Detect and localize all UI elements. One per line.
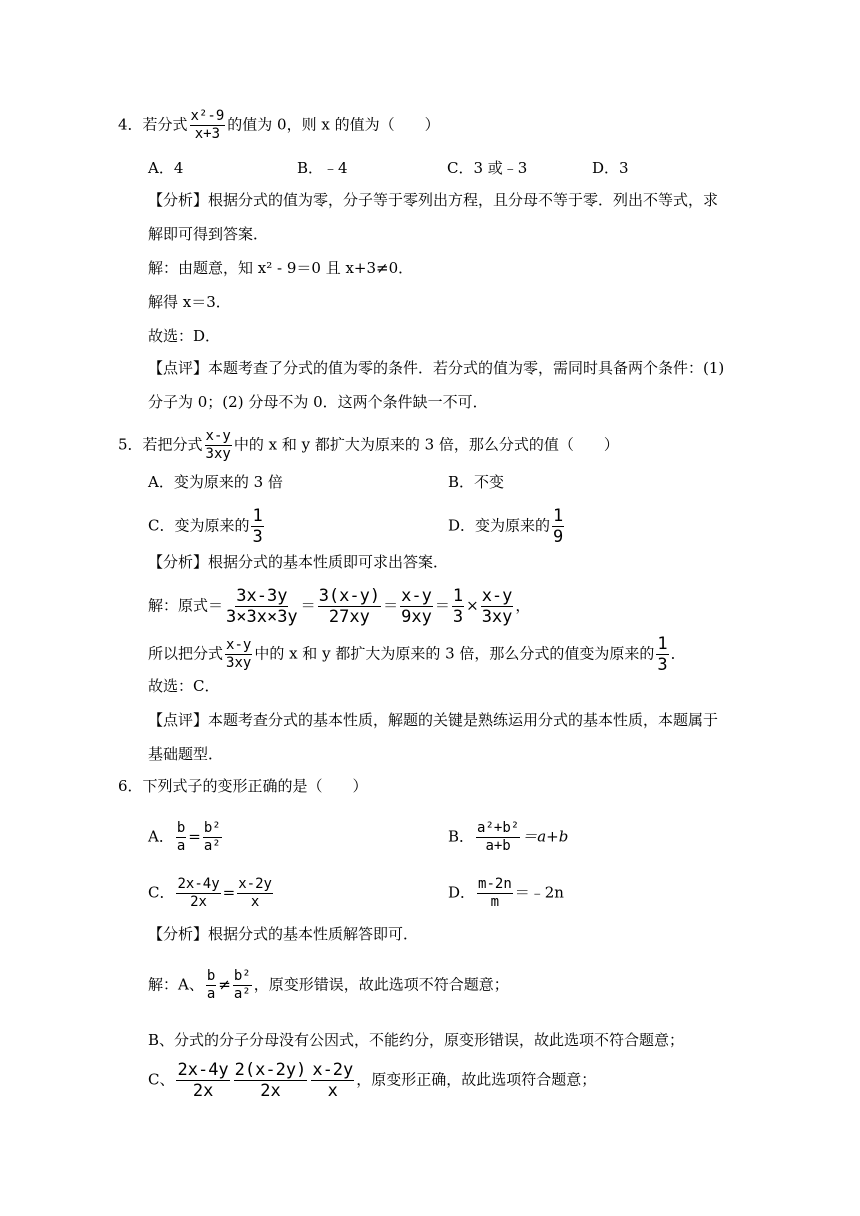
- frac-den: x: [327, 1081, 338, 1101]
- neq: ≠: [218, 975, 231, 994]
- q5-option-d-fraction: [552, 506, 564, 547]
- eq: ＝: [300, 596, 316, 615]
- q4-solution-1: 解：由题意，知 x² - 9＝0 且 x+3≠0．: [148, 259, 414, 277]
- frac-num: 1: [553, 506, 564, 526]
- frac-num: a²+b²: [477, 820, 520, 836]
- frac-num: x-y: [481, 586, 513, 606]
- q5-stem: [118, 428, 619, 463]
- q4-option-a: A．4: [148, 159, 184, 177]
- frac-num: x-2y: [238, 876, 272, 892]
- frac-num: 2x-4y: [177, 876, 220, 892]
- label: A．: [148, 827, 174, 846]
- frac-num: b: [206, 968, 216, 984]
- q5-comment-2: 基础题型．: [148, 745, 224, 763]
- q4-frac-num: x²-9: [190, 108, 225, 124]
- frac-num: b²: [233, 968, 251, 984]
- frac: [176, 876, 220, 911]
- q6-option-b: [448, 820, 568, 855]
- sol-post: ，原变形错误，故此选项不符合题意；: [253, 975, 509, 994]
- label: B．: [448, 827, 475, 846]
- q4-stem-post: 的值为 0，则 x 的值为（ ）: [227, 115, 440, 134]
- frac-den: a: [206, 986, 216, 1002]
- q5-step2: [318, 586, 381, 627]
- q4-analysis-2: 解即可得到答案．: [148, 225, 269, 243]
- q5-option-d-text: D．变为原来的: [448, 516, 551, 535]
- q5-choice: 故选：C．: [148, 677, 220, 695]
- q4-fraction: [190, 108, 226, 143]
- q5-option-c-text: C．变为原来的: [148, 516, 250, 535]
- frac: [176, 1060, 229, 1101]
- q5-solution: [148, 586, 530, 627]
- q4-comment-1: 【点评】本题考查了分式的值为零的条件．若分式的值为零，需同时具备两个条件：(1): [148, 359, 725, 377]
- frac-den: a+b: [485, 838, 511, 854]
- q4-stem: [118, 108, 440, 143]
- frac-den: 9: [553, 527, 564, 547]
- eq: =: [188, 827, 201, 846]
- frac-num: 1: [657, 634, 668, 654]
- frac-num: x-y: [401, 586, 432, 606]
- frac: [476, 820, 520, 855]
- q6-stem: 6．下列式子的变形正确的是（ ）: [118, 777, 368, 795]
- frac: [206, 968, 216, 1003]
- q5-frac-num: x-y: [205, 428, 231, 444]
- comma: ，: [515, 596, 531, 615]
- eq: =: [222, 883, 236, 902]
- q5-step4-frac: [481, 586, 514, 627]
- q5-option-a: A．变为原来的 3 倍: [148, 473, 283, 491]
- result-pre: 所以把分式: [148, 644, 224, 663]
- frac-num: 2(x-2y): [234, 1060, 307, 1080]
- frac-den: 9xy: [401, 607, 432, 627]
- result-mid: 中的 x 和 y 都扩大为原来的 3 倍，那么分式的值变为原来的: [254, 644, 655, 663]
- frac-den: 3xy: [481, 607, 513, 627]
- frac-num: b: [176, 820, 186, 836]
- q4-option-c: C．3 或﹣3: [447, 159, 528, 177]
- rhs: ＝﹣2n: [514, 883, 564, 902]
- q4-comment-2: 分子为 0；(2) 分母不为 0．这两个条件缺一不可．: [148, 393, 488, 411]
- q6-solution-a: [148, 968, 509, 1003]
- frac-num: x-2y: [312, 1060, 354, 1080]
- frac: [234, 1060, 308, 1101]
- q5-result: [148, 634, 686, 675]
- frac-num: 2x-4y: [177, 1060, 229, 1080]
- q6-solution-c: [148, 1060, 596, 1101]
- rhs: ＝a+b: [522, 827, 569, 846]
- q4-analysis-1: 【分析】根据分式的值为零，分子等于零列出方程，且分母不等于零．列出不等式，求: [148, 191, 719, 209]
- frac-den: 3: [657, 655, 668, 675]
- q6-option-d: [448, 876, 564, 911]
- frac-num: x-y: [226, 637, 252, 653]
- frac-num: 3x-3y: [236, 586, 288, 606]
- eq: ＝: [434, 596, 450, 615]
- sol-pre: 解：A、: [148, 975, 204, 994]
- q5-option-c: [148, 506, 266, 547]
- q4-choice: 故选：D．: [148, 327, 221, 345]
- q5-option-b: B．不变: [448, 473, 505, 491]
- q5-result-one-third: [656, 634, 668, 675]
- q4-option-d: D．3: [592, 159, 629, 177]
- q5-stem-pre: 5．若把分式: [118, 435, 203, 454]
- result-end: ．: [670, 644, 686, 663]
- frac-den: x: [250, 894, 260, 910]
- sol-pre: C、: [148, 1070, 175, 1089]
- q6-option-a: [148, 820, 224, 855]
- q5-step4-one-third: [452, 586, 464, 627]
- frac: [311, 1060, 354, 1101]
- q4-solution-2: 解得 x＝3．: [148, 293, 231, 311]
- q6-option-c: [148, 876, 275, 911]
- q5-frac-den: 3xy: [205, 446, 231, 462]
- frac: [237, 876, 273, 911]
- frac-den: 3×3x×3y: [226, 607, 298, 627]
- sol-post: ，原变形正确，故此选项符合题意；: [356, 1070, 597, 1089]
- frac-den: 3xy: [226, 655, 252, 671]
- frac-den: 2x: [260, 1081, 281, 1101]
- frac-den: a²: [233, 986, 251, 1002]
- frac-den: a²: [203, 838, 221, 854]
- q6-analysis: 【分析】根据分式的基本性质解答即可．: [148, 925, 419, 943]
- frac: [203, 820, 222, 855]
- frac-num: b²: [203, 820, 221, 836]
- q5-step1: [225, 586, 299, 627]
- q5-step3: [400, 586, 433, 627]
- q6-solution-b: B、分式的分子分母没有公因式，不能约分，原变形错误，故此选项不符合题意；: [148, 1031, 685, 1049]
- frac-den: 27xy: [328, 607, 370, 627]
- q5-result-fraction: [225, 637, 252, 672]
- frac-den: 2x: [190, 894, 207, 910]
- frac-num: 1: [452, 586, 464, 606]
- frac-den: 2x: [192, 1081, 214, 1101]
- frac: [176, 820, 186, 855]
- times: ×: [466, 596, 479, 615]
- q5-analysis: 【分析】根据分式的基本性质即可求出答案．: [148, 553, 449, 571]
- q4-option-b: B．﹣4: [297, 159, 348, 177]
- q5-option-d: [448, 506, 566, 547]
- q4-frac-den: x+3: [194, 126, 221, 142]
- q5-stem-post: 中的 x 和 y 都扩大为原来的 3 倍，那么分式的值（ ）: [233, 435, 619, 454]
- frac-num: 3(x-y): [318, 586, 381, 606]
- label: C．: [148, 883, 175, 902]
- eq: ＝: [383, 596, 399, 615]
- frac: [233, 968, 252, 1003]
- q5-fraction: [205, 428, 232, 463]
- q4-stem-pre: 4．若分式: [118, 115, 188, 134]
- frac-den: 3: [452, 607, 464, 627]
- frac-num: 1: [252, 506, 263, 526]
- frac-den: 3: [252, 527, 263, 547]
- q5-option-c-fraction: [251, 506, 263, 547]
- frac-den: m: [490, 894, 500, 910]
- frac-num: m-2n: [478, 876, 512, 892]
- q5-comment-1: 【点评】本题考查分式的基本性质，解题的关键是熟练运用分式的基本性质，本题属于: [148, 711, 719, 729]
- label: D．: [448, 883, 476, 902]
- frac: [477, 876, 513, 911]
- sol-pre: 解：原式＝: [148, 596, 224, 615]
- frac-den: a: [176, 838, 186, 854]
